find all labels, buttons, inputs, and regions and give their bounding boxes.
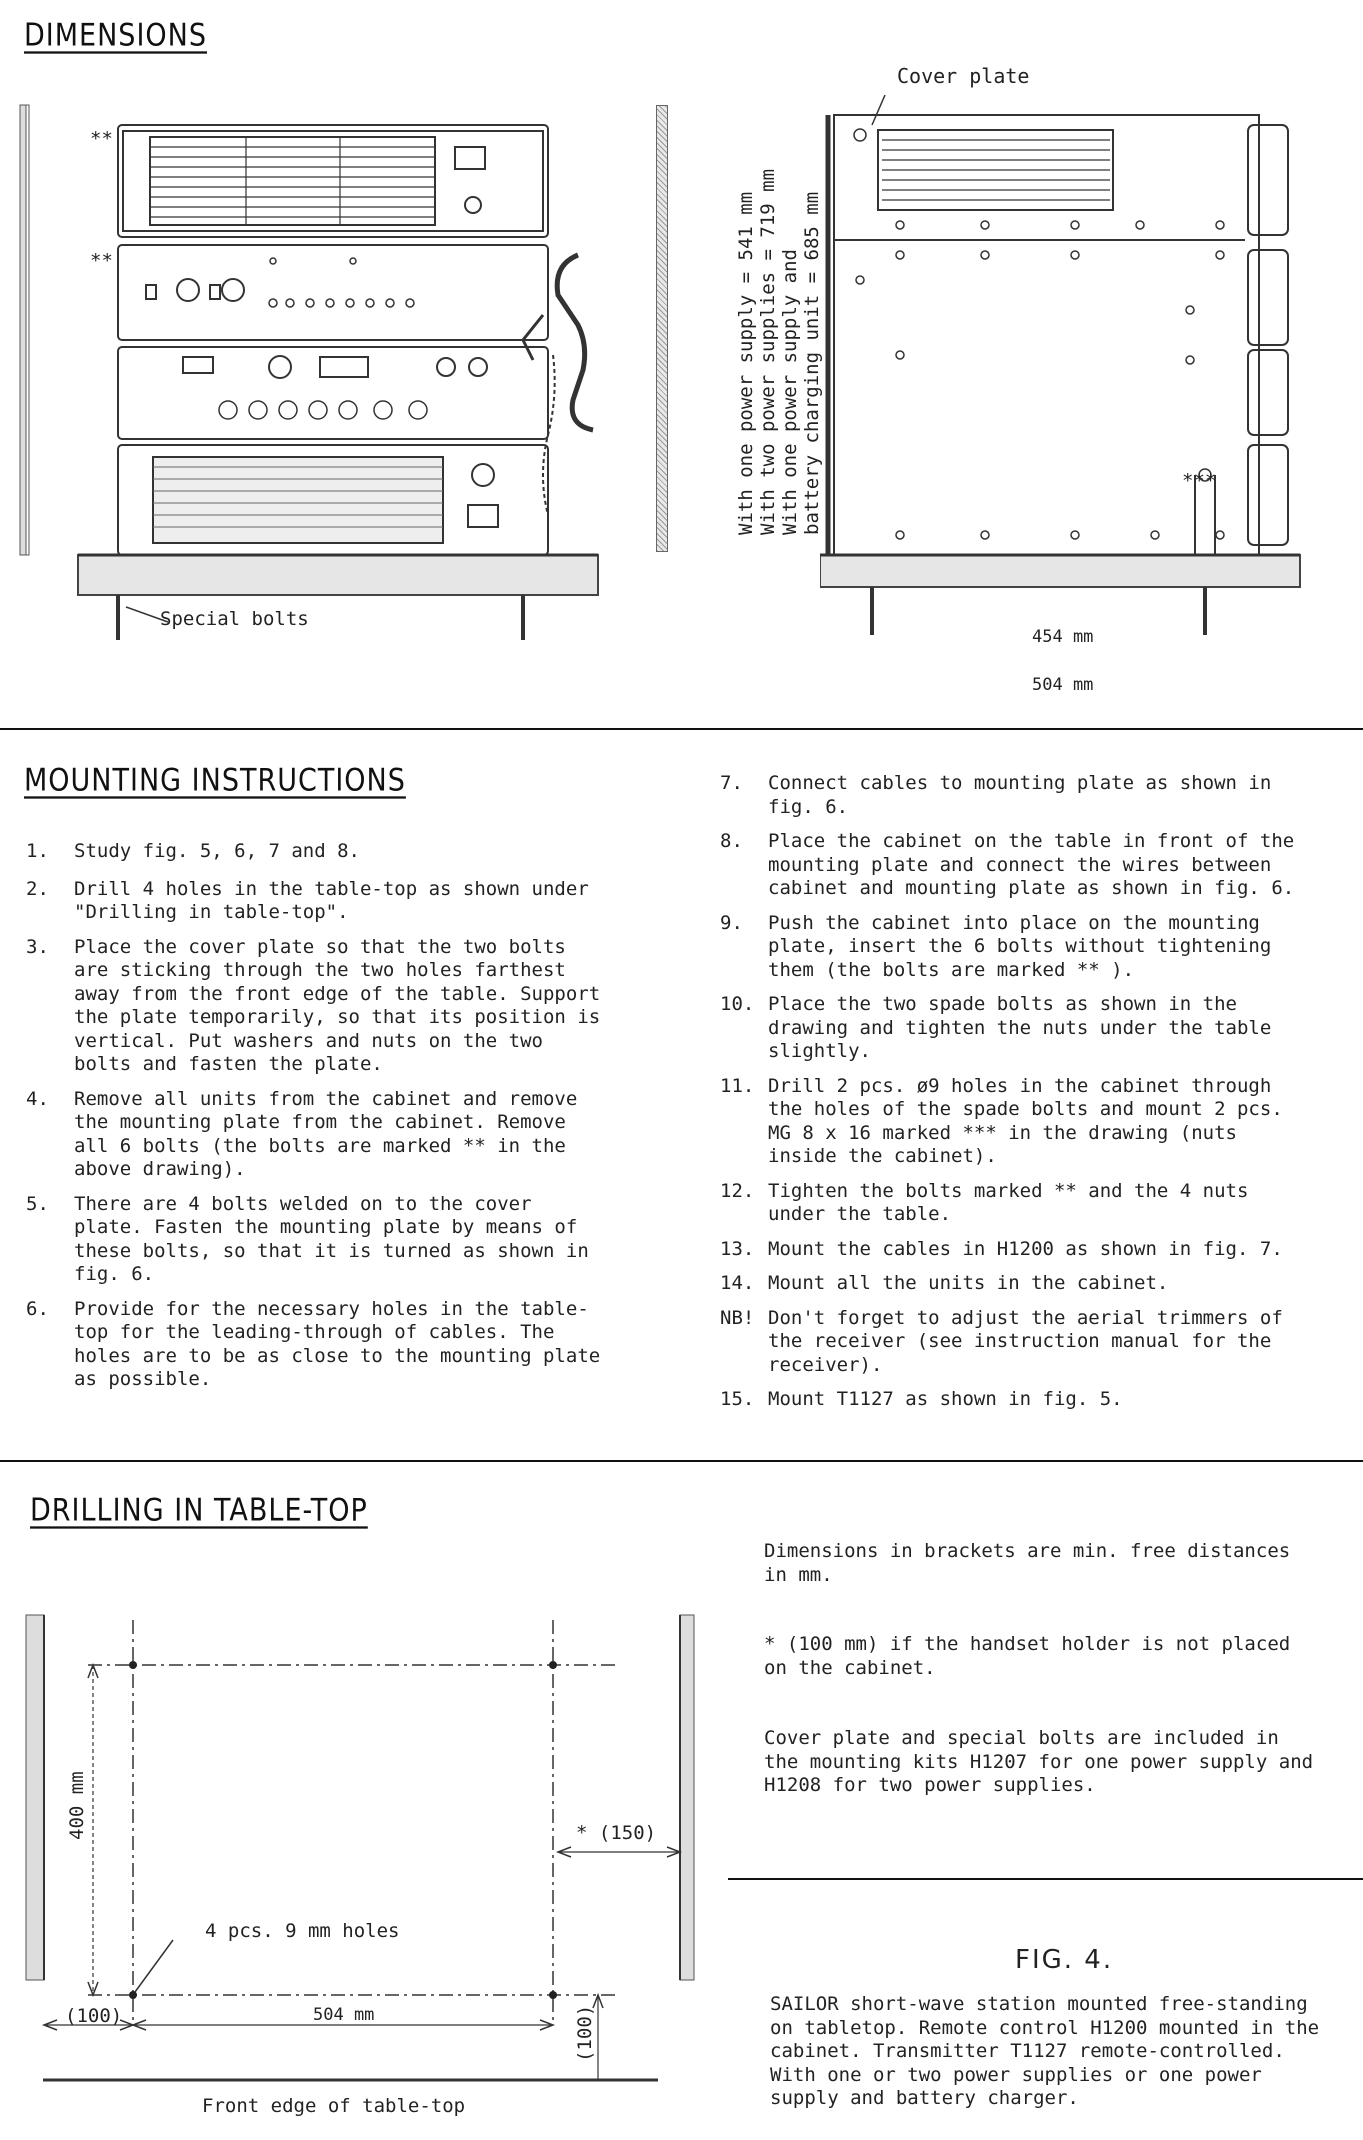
step-12: 12. Tighten the bolts marked ** and the 4 nuts under the table. [720,1179,1249,1225]
wall-hatch-middle [656,105,668,552]
special-bolts-label: Special bolts [160,608,309,630]
figure-label: FIG. 4. [1015,1945,1114,1975]
step-6: 6. Provide for the necessary holes in the table-top for the leading-through of cables. The holes are to be as close to the mounting plate as possible. [26,1297,601,1390]
step-11: 11. Drill 2 pcs. ø9 holes in the cabinet through the holes of the spade bolts and mount 2 pcs. MG 8 x 16 marked *** in the drawing (nuts inside the cabinet). [720,1074,1283,1167]
dim-504-drill: 504 mm [313,2005,375,2025]
step-2: 2. Drill 4 holes in the table-top as shown under "Drilling in table-top". [26,877,589,923]
marker-triple: *** [1182,470,1217,492]
dimensions-heading: DIMENSIONS [24,18,207,54]
step-1: 1. Study fig. 5, 6, 7 and 8. [26,840,360,862]
marker-double-top: ** [90,128,113,150]
figure-divider [728,1878,1363,1880]
mounting-heading: MOUNTING INSTRUCTIONS [24,763,406,799]
height-line-4: battery charging unit = 685 mm [801,191,823,535]
divider-1 [0,728,1363,730]
step-9: 9. Push the cabinet into place on the mounting plate, insert the 6 bolts without tightening them (the bolts are marked ** ). [720,911,1272,981]
steps-right [720,772,1300,1423]
step-14: 14. Mount all the units in the cabinet. [720,1272,1169,1294]
dim-100-bottom: (100) [574,2004,596,2062]
note-brackets: Dimensions in brackets are min. free distances in mm. [764,1540,1291,1586]
steps-left [26,840,606,1403]
step-5: 5. There are 4 bolts welded on to the cover plate. Fasten the mounting plate by means of these bolts, so that it is turned as shown in fig. 6. [26,1192,589,1285]
divider-2 [0,1460,1363,1462]
height-line-2: With two power supplies = 719 mm [757,168,779,535]
height-line-3: With one power supply and [779,249,801,535]
dim-504-side: 504 mm [1032,675,1094,695]
cover-plate-label: Cover plate [897,64,1030,88]
front-view-drawing [18,95,658,655]
note-star: * (100 mm) if the handset holder is not placed on the cabinet. [764,1633,1291,1679]
step-3: 3. Place the cover plate so that the two bolts are sticking through the two holes farthest away from the front edge of the table. Support the plate temporarily, so that its position is vertical. Put washers and nuts on the two bolts and fasten the plate. [26,935,601,1075]
step-15: 15. Mount T1127 as shown in fig. 5. [720,1388,1123,1410]
holes-label: 4 pcs. 9 mm holes [205,1920,400,1942]
figure-caption: SAILOR short-wave station mounted free-standing on tabletop. Remote control H1200 mounted in the cabinet. Transmitter T1127 remote-controlled. With one or two power supplies or one power supply and battery charger. [770,1993,1320,2109]
step-4: 4. Remove all units from the cabinet and remove the mounting plate from the cabinet. Remove all 6 bolts (the bolts are marked ** in the above drawing). [26,1087,578,1180]
height-line-1: With one power supply = 541 mm [735,191,757,535]
note-kits: Cover plate and special bolts are included in the mounting kits H1207 for one power supply and H1208 for two power supplies. [764,1727,1314,1796]
dim-150: * (150) [576,1822,657,1844]
drilling-heading: DRILLING IN TABLE-TOP [30,1493,368,1529]
side-view-drawing [820,95,1310,635]
marker-double-second: ** [90,250,113,272]
height-notes [735,115,823,535]
step-7: 7. Connect cables to mounting plate as shown in fig. 6. [720,772,1272,818]
step-10: 10. Place the two spade bolts as shown in the drawing and tighten the nuts under the table slightly. [720,993,1272,1062]
step-8: 8. Place the cabinet on the table in front of the mounting plate and connect the wires between cabinet and mounting plate as shown in fig. 6. [720,830,1295,899]
step-13: 13. Mount the cables in H1200 as shown in fig. 7. [720,1237,1283,1260]
dim-454: 454 mm [1032,627,1094,647]
step-nb: NB! Don't forget to adjust the aerial trimmers of the receiver (see instruction manual for the receiver). [720,1306,1283,1376]
dim-400: 400 mm [66,1771,88,1840]
front-edge-label: Front edge of table-top [202,2095,466,2117]
dim-100-left: (100) [65,2005,123,2027]
